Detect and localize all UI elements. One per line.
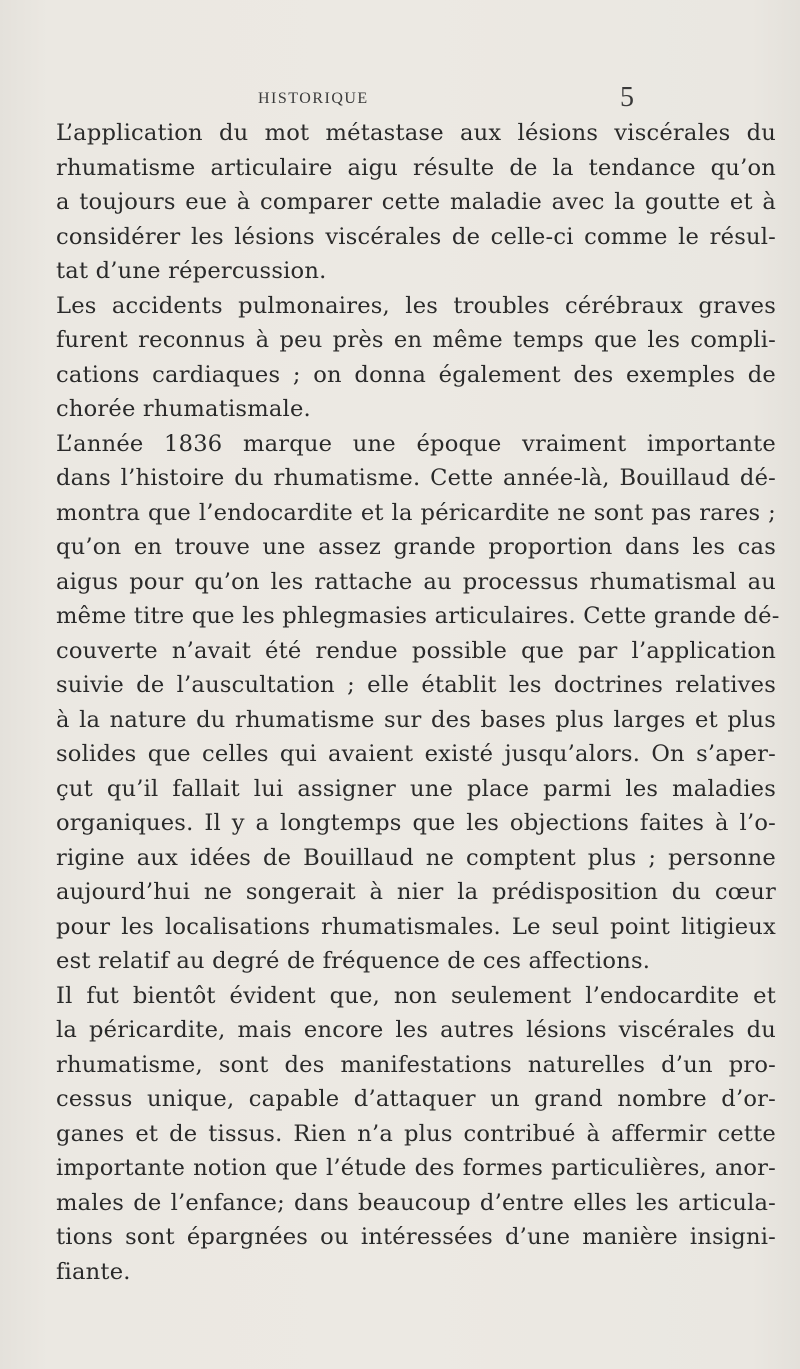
text-line: couverte n’avait été rendue possible que par l’application — [56, 637, 776, 664]
text-line: rigine aux idées de Bouillaud ne comptent plus ; personne — [56, 844, 776, 871]
text-line: males de l’enfance; dans beaucoup d’entre elles les articula- — [56, 1189, 776, 1216]
text-line: importante notion que l’étude des formes particulières, anor- — [56, 1155, 776, 1181]
text-line: rhumatisme articulaire aigu résulte de la tendance qu’on — [56, 154, 776, 181]
text-line: L’application du mot métastase aux lésions viscérales du — [56, 120, 776, 146]
text-line: a toujours eue à comparer cette maladie avec la goutte et à — [56, 189, 776, 215]
text-line: aujourd’hui ne songerait à nier la prédisposition du cœur — [56, 879, 776, 905]
text-line: est relatif au degré de fréquence de ces affections. — [56, 948, 651, 974]
body-text — [56, 116, 780, 1289]
text-line: considérer les lésions viscérales de celle-ci comme le résul- — [56, 223, 776, 250]
text-line: Il fut bientôt évident que, non seulement l’endocardite et — [56, 982, 776, 1009]
text-line: cessus unique, capable d’attaquer un grand nombre d’or- — [56, 1086, 776, 1112]
text-line: Les accidents pulmonaires, les troubles cérébraux graves — [56, 292, 776, 319]
running-title: HISTORIQUE — [258, 90, 369, 107]
text-line: rhumatisme, sont des manifestations naturelles d’un pro- — [56, 1051, 776, 1078]
text-line: tions sont épargnées ou intéressées d’une manière insigni- — [56, 1224, 776, 1250]
text-line: organiques. Il y a longtemps que les objections faites à l’o- — [56, 810, 776, 836]
text-line: tat d’une répercussion. — [56, 258, 327, 284]
text-line: dans l’histoire du rhumatisme. Cette année-là, Bouillaud dé- — [56, 465, 776, 491]
page-number: 5 — [620, 82, 634, 113]
text-line: chorée rhumatismale. — [56, 396, 311, 422]
text-line: çut qu’il fallait lui assigner une place parmi les maladies — [56, 775, 776, 802]
text-line: furent reconnus à peu près en même temps que les compli- — [56, 327, 776, 353]
text-line: solides que celles qui avaient existé jusqu’alors. On s’aper- — [56, 741, 776, 767]
text-line: L’année 1836 marque une époque vraiment importante — [56, 430, 776, 457]
text-line: montra que l’endocardite et la péricardite ne sont pas rares ; — [56, 499, 776, 526]
text-line: ganes et de tissus. Rien n’a plus contribué à affermir cette — [56, 1120, 776, 1147]
text-line: à la nature du rhumatisme sur des bases plus larges et plus — [56, 706, 776, 733]
text-line: suivie de l’auscultation ; elle établit les doctrines relatives — [56, 672, 776, 698]
text-line: pour les localisations rhumatismales. Le seul point litigieux — [56, 913, 776, 940]
text-line: même titre que les phlegmasies articulaires. Cette grande dé- — [56, 603, 780, 629]
text-line: fiante. — [56, 1258, 131, 1285]
text-line: aigus pour qu’on les rattache au processus rhumatismal au — [56, 568, 776, 595]
text-line: la péricardite, mais encore les autres lésions viscérales du — [56, 1017, 776, 1043]
text-line: cations cardiaques ; on donna également des exemples de — [56, 361, 776, 388]
text-line: qu’on en trouve une assez grande proportion dans les cas — [56, 534, 776, 560]
